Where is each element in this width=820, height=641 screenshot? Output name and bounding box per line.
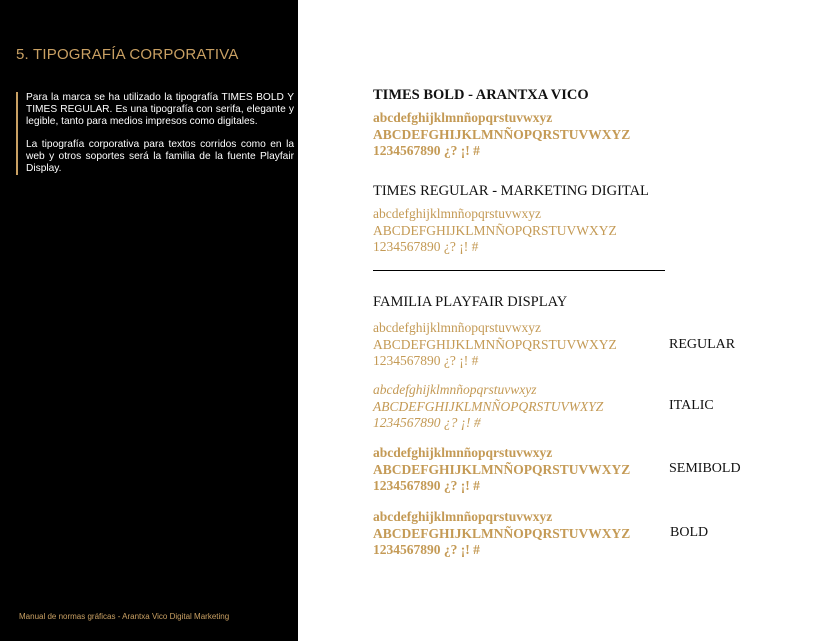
playfair-italic-lowercase: abcdefghijklmnñopqrstuvwxyz: [373, 382, 537, 397]
playfair-semibold-lowercase: abcdefghijklmnñopqrstuvwxyz: [373, 445, 553, 460]
variant-label-semibold: SEMIBOLD: [669, 461, 741, 476]
sidebar-panel: [0, 0, 298, 641]
times-bold-lowercase: abcdefghijklmnñopqrstuvwxyz: [373, 110, 553, 125]
intro-text: [16, 92, 294, 175]
times-bold-specimen: [373, 87, 630, 160]
playfair-heading-block: [373, 294, 567, 317]
playfair-bold-uppercase: ABCDEFGHIJKLMNÑOPQRSTUVWXYZ: [373, 525, 631, 541]
variant-label-bold: BOLD: [670, 525, 709, 540]
times-bold-numbers: 1234567890 ¿? ¡! #: [373, 143, 480, 158]
playfair-regular-numbers: 1234567890 ¿? ¡! #: [373, 353, 479, 368]
font-specimens: [373, 0, 813, 641]
playfair-italic-uppercase: ABCDEFGHIJKLMNÑOPQRSTUVWXYZ: [373, 398, 604, 414]
times-bold-heading: TIMES BOLD - ARANTXA VICO: [373, 87, 589, 103]
times-regular-heading: TIMES REGULAR - MARKETING DIGITAL: [373, 183, 649, 199]
times-regular-specimen: [373, 183, 649, 256]
playfair-semibold-specimen: [373, 445, 630, 495]
playfair-regular-uppercase: ABCDEFGHIJKLMNÑOPQRSTUVWXYZ: [373, 336, 617, 352]
playfair-italic-numbers: 1234567890 ¿? ¡! #: [373, 415, 481, 430]
playfair-regular-specimen: [373, 320, 617, 370]
intro-paragraph-1: Para la marca se ha utilizado la tipografía TIMES BOLD Y TIMES REGULAR. Es una tipografía con serifa, elegante y legible, tanto para medios impresos como digitales.: [26, 92, 294, 127]
variant-label-italic: ITALIC: [669, 398, 714, 413]
page-title: 5. TIPOGRAFÍA CORPORATIVA: [16, 46, 239, 63]
playfair-bold-numbers: 1234567890 ¿? ¡! #: [373, 542, 480, 557]
playfair-italic-specimen: [373, 382, 603, 432]
times-regular-uppercase: ABCDEFGHIJKLMNÑOPQRSTUVWXYZ: [373, 222, 617, 238]
intro-paragraph-2: La tipografía corporativa para textos corridos como en la web y otros soportes será la familia de la fuente Playfair Display.: [26, 139, 294, 174]
playfair-bold-lowercase: abcdefghijklmnñopqrstuvwxyz: [373, 509, 553, 524]
playfair-regular-lowercase: abcdefghijklmnñopqrstuvwxyz: [373, 320, 541, 335]
footer-text: Manual de normas gráficas - Arantxa Vico Digital Marketing: [19, 612, 230, 621]
times-regular-numbers: 1234567890 ¿? ¡! #: [373, 239, 479, 254]
section-divider: [373, 270, 665, 271]
playfair-bold-specimen: [373, 509, 630, 559]
playfair-semibold-uppercase: ABCDEFGHIJKLMNÑOPQRSTUVWXYZ: [373, 461, 631, 477]
times-regular-lowercase: abcdefghijklmnñopqrstuvwxyz: [373, 206, 541, 221]
times-bold-uppercase: ABCDEFGHIJKLMNÑOPQRSTUVWXYZ: [373, 126, 631, 142]
variant-label-regular: REGULAR: [669, 337, 736, 352]
playfair-semibold-numbers: 1234567890 ¿? ¡! #: [373, 478, 480, 493]
playfair-heading: FAMILIA PLAYFAIR DISPLAY: [373, 294, 568, 310]
